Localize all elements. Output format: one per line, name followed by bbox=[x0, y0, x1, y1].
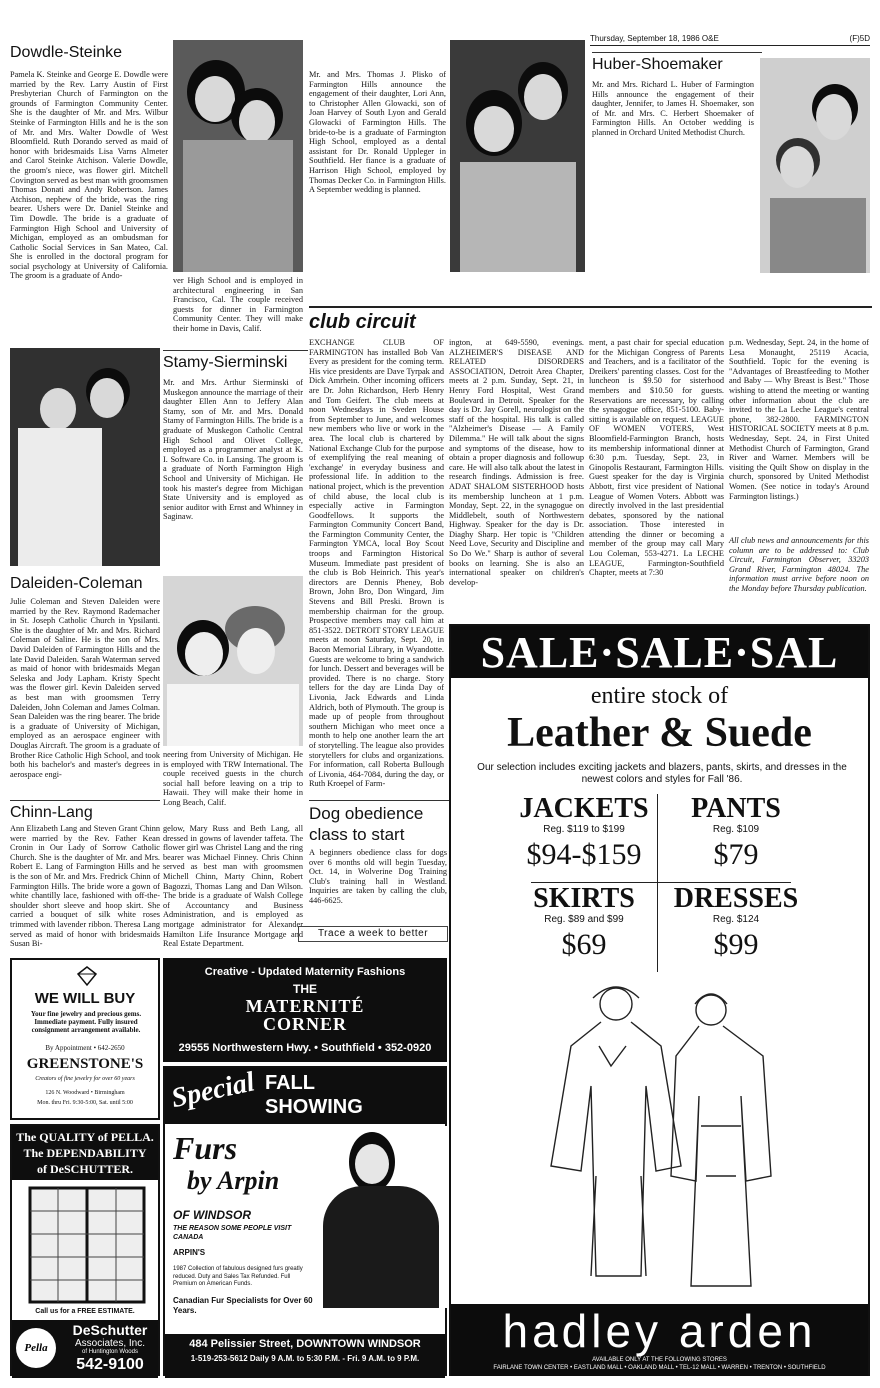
sale-ad bbox=[449, 624, 870, 1376]
furs-title: Furs bbox=[173, 1130, 238, 1166]
greenstone-sub: Your fine jewelry and precious gems. Immediate payment. Fully insured consignment arrangement available. bbox=[30, 1010, 142, 1034]
sale-item-dresses bbox=[661, 884, 811, 972]
maternity-the: THE bbox=[293, 982, 317, 996]
maternity-name-1: MATERNITÉ bbox=[245, 996, 365, 1016]
dresses-name: DRESSES bbox=[673, 883, 799, 914]
club-heading: club circuit bbox=[309, 311, 416, 333]
daleiden-photo bbox=[163, 576, 303, 746]
brand-bar bbox=[451, 1304, 868, 1376]
furs-special: Special bbox=[168, 1066, 258, 1115]
dresses-reg: Reg. $124 bbox=[712, 914, 760, 925]
sale-item-jackets bbox=[511, 794, 657, 882]
greenstone-headline: WE WILL BUY bbox=[34, 990, 136, 1007]
pella-line-3: of DeSCHUTTER. bbox=[36, 1162, 133, 1176]
jackets-name: JACKETS bbox=[519, 793, 649, 824]
pella-line-1: The QUALITY of PELLA. bbox=[16, 1130, 154, 1144]
gem-icon bbox=[77, 966, 97, 986]
huber-heading: Huber-Shoemaker bbox=[592, 52, 762, 74]
sale-banner: SALE·SALE·SAL bbox=[480, 628, 839, 677]
pella-name-3: of Huntington Woods bbox=[82, 1349, 138, 1355]
dowdle-photo bbox=[173, 40, 303, 272]
pants-price: $79 bbox=[713, 838, 759, 871]
furs-model-photo bbox=[315, 1126, 447, 1308]
greenstone-ad bbox=[10, 958, 160, 1120]
huber-photo-2 bbox=[760, 58, 870, 273]
furs-footer bbox=[165, 1334, 445, 1378]
pants-reg: Reg. $109 bbox=[712, 824, 760, 835]
furs-detail: 1987 Collection of fabulous designed furs greatly reduced. Duty and Sales Tax Refunded. Full Premium on American Funds. bbox=[173, 1266, 303, 1287]
huber-photo-1 bbox=[450, 40, 585, 272]
greenstone-hours: Mon. thru Fri. 9:30-5:00, Sat. until 5:00 bbox=[37, 1100, 133, 1106]
pella-footer bbox=[12, 1320, 158, 1378]
sale-desc: Our selection includes exciting jackets and blazers, pants, skirts, and dresses in the newest colors and styles for Fall '86. bbox=[477, 762, 847, 785]
dog-heading: Dog obedience class to start bbox=[309, 800, 449, 845]
sale-line-1: entire stock of bbox=[590, 683, 729, 709]
page-number: (F)5D bbox=[849, 34, 870, 43]
furs-by: by Arpin bbox=[187, 1166, 280, 1195]
dowdle-text-right: ver High School and is employed in architectural engineering in San Francisco, Cal. The couple received guests for dinner in Farmington Community Center. They will make their home in Davis, Calif. bbox=[173, 276, 303, 333]
chinn-text-left: Ann Elizabeth Lang and Steven Grant Chinn were married by the Rev. Father Kean Cronin in Our Lady of Sorrow Catholic Church. She is the daughter of Mr. and Mrs. Robert E. Lang of Farmington Hills and he is the son of Mr. and Mrs. Fredrick Chinn of Farmington Hills. The bride wore a gown of white chantilly lace, fashioned with off-the-shoulder short sleeve and hoop skirt. She carried a bouquet of silk white roses trimmed with lavender ribbon. Theresa Lang served as maid of honor with bridesmaids Susan Bi- bbox=[10, 824, 160, 949]
dowdle-text-left: Pamela K. Steinke and George E. Dowdle were married by the Rev. Larry Austin of First Presbyterian Church of Farmington on the grounds of Farmington Community Center. She is the daughter of Mr. and Mrs. Wilbur Steinke of Farmington Hills and he is the son of Mr. and Mrs. Walter Dowdle of West Bloomfield. Ruth Dorando served as maid of honor with bridesmaids Lisa Varns Almeter and Carol Steinke Atchison. Valerie Dowdle, the groom's niece, was flower girl. Mitchell Covington served as best man with groomsmen Thomas Donati and Andy Robertson. James Atchison, nephew of the bride, was the ring bearer. Ushers were Dr. Daniel Steinke and Tim Dowdle. The bride is a graduate of Farmington High School and University of Michigan, employed as an ombudsman for Catholic Social Services in San Mateo, Cal. She is enrolled in the doctoral program for social psychology at University of California. The groom is a graduate of Ando- bbox=[10, 70, 168, 281]
pella-line-2: The DEPENDABILITY bbox=[23, 1146, 147, 1160]
jackets-price: $94-$159 bbox=[526, 838, 642, 871]
dog-text: A beginners obedience class for dogs over 6 months old will begin Tuesday, Oct. 14, in Wolverine Dog Training Club's training hall in Westland. Inquiries are taken by calling the club, 446-6625. bbox=[309, 848, 447, 905]
furs-fall: FALL bbox=[265, 1072, 315, 1094]
pella-name-2: Associates, Inc. bbox=[74, 1338, 146, 1349]
stamy-heading: Stamy-Sierminski bbox=[163, 350, 308, 372]
greenstone-tag: Creators of fine jewelry for over 60 years bbox=[35, 1076, 135, 1082]
masthead-date: Thursday, September 18, 1986 O&E bbox=[590, 34, 719, 43]
stamy-photo bbox=[10, 348, 160, 566]
trace-banner bbox=[298, 926, 448, 942]
stamy-text: Mr. and Mrs. Arthur Sierminski of Muskegon announce the marriage of their daughter Ellen Ann to Jeffery Alan Stamy, son of Mr. and Mrs. Donald Stamy of Farmington Hills. The bride is a graduate of Muskegon Catholic Central High School and Olivet College, employed as a programmer analyst at K. I. Software Co. in Lansing. The groom is a graduate of North Farmington High School and University of Michigan. He took his master's degree from Michigan State University and is employed as senior auditor with Ernst and Whinney in Saginaw. bbox=[163, 378, 303, 522]
pella-phone: 542-9100 bbox=[76, 1356, 144, 1373]
pella-logo: Pella bbox=[24, 1342, 48, 1354]
club-col-2: ington, at 649-5590, evenings. ALZHEIMER'S DISEASE AND RELATED DISORDERS ASSOCIATION, Detroit Area Chapter, meets at 2 p.m. Sunday, Sept. 21, in Henry Ford Hospital, West Grand Boulevard in Detroit. Speaker for the day is Dr. Jay Gorell, neurologist on the staff of the hospital. His talk is called "Alzheimer's Disease — A Family Dilemma." He will talk about the signs and symptoms of the disease, how to obtain a proper diagnosis and followup care. He will also talk about the latest in research findings. Admission is free. ADAT SHALOM SISTERHOOD hosts its membership luncheon at 1 p.m. Monday, Sept. 22, in the synagogue on Middlebelt, south of Northwestern Highway. Speaker for the day is Dr. Diaghy Sharp. Her topic is "Children Need Love, Security and Discipline and So Do We." Sharp is author of several books on learning. She is also an international speaker on children's develop- bbox=[449, 338, 584, 587]
greenstone-addr: 126 N. Woodward • Birmingham bbox=[45, 1090, 125, 1096]
sale-item-pants bbox=[661, 794, 811, 882]
club-note: All club news and announcements for this column are to be addressed to: Club Circuit, Farmington Observer, 33203 Grand River, Farmington 48024. The information must arrive before noon on the Monday before Thursday publication. bbox=[729, 536, 869, 593]
stores-list: FAIRLANE TOWN CENTER • EASTLAND MALL • OAKLAND MALL • TEL-12 MALL • WARREN • TRENTON • SOUTHFIELD bbox=[493, 1365, 826, 1371]
daleiden-text-left: Julie Coleman and Steven Daleiden were married by the Rev. Raymond Rademacher in St. Joseph Catholic Church in Ypsilanti. She is the daughter of Mr. and Mrs. Richard Coleman of Saline. He is the son of Mrs. David Daleiden of Farmington Hills and the late David Daleiden. Sarah Waterman served as maid of honor with bridesmaids Megan Seleska and Jody Lapham. Kristy Specht was the flower girl. Kevin Daleiden served as best man with groomsmen Terry Daleiden, John Coleman and James Colman. Sean Daleiden was the ring bearer. The bride is a graduate of University of Michigan, employed as an aerospace engineer with Douglas Aircraft. The groom is a graduate of Brother Rice Catholic High School, and took both his bachelor's and master's degrees in aerospace engi- bbox=[10, 597, 160, 779]
sale-item-skirts bbox=[511, 884, 657, 972]
maternity-top: Creative - Updated Maternity Fashions bbox=[204, 966, 406, 978]
maternity-ad bbox=[163, 958, 447, 1062]
furs-address: 484 Pelissier Street, DOWNTOWN WINDSOR bbox=[189, 1338, 421, 1350]
pella-header bbox=[12, 1126, 158, 1180]
chinn-text-right: gelow, Mary Russ and Beth Lang, all dressed in gowns of lavender taffeta. The flower girl was Christel Lang and the ring bearer was Michael Finney. Chris Chinn served as best man with groomsmen Michell Chinn, Marty Chinn, Robert Bagozzi, Thomas Lang and Dan Wilson. The bride is a graduate of Walsh College of Accountancy and Business Administration, and is employed as mortgage administrator for Alexander Hamilton Life Insurance Mortgage and Real Estate Department. bbox=[163, 824, 303, 949]
maternity-address: 29555 Northwestern Hwy. • Southfield • 352-0920 bbox=[178, 1042, 432, 1054]
pants-name: PANTS bbox=[691, 793, 781, 824]
plisko-text: Mr. and Mrs. Thomas J. Plisko of Farmington Hills announce the engagement of their daughter, Lori Ann, to Christopher Allen Glowacki, son of Joan Harvey of South Lyon and Gerald Glowacki of Farmington Hills. The bride-to-be is a graduate of Farmington High School, employed as a dental assistant for Dr. Ronald Uppleger in Southfield. Her fiance is a graduate of Harrison High School, employed by Thomas Decker Co. in Farmington Hills. A September wedding is planned. bbox=[309, 70, 446, 195]
greenstone-appt: By Appointment • 642-2650 bbox=[45, 1044, 125, 1052]
masthead bbox=[590, 34, 870, 46]
dowdle-heading: Dowdle-Steinke bbox=[10, 44, 123, 61]
club-rule bbox=[309, 306, 872, 308]
furs-windsor: OF WINDSOR bbox=[173, 1208, 251, 1222]
pella-name-1: DeSchutter bbox=[72, 1322, 148, 1338]
fashion-illustration bbox=[511, 976, 811, 1301]
huber-text: Mr. and Mrs. Richard L. Huber of Farmington Hills announce the engagement of their daughter, Jennifer, to James H. Shoemaker, son of Mr. and Mrs. C. Herbert Shoemaker of Farmington Hills. An October wedding is planned in Orchard United Methodist Church. bbox=[592, 80, 754, 137]
jackets-reg: Reg. $119 to $199 bbox=[543, 824, 625, 835]
furs-arpins: ARPIN'S bbox=[173, 1248, 206, 1257]
furs-reason: THE REASON SOME PEOPLE VISIT CANADA bbox=[173, 1225, 292, 1241]
trace-text: Trace a week to better bbox=[317, 928, 429, 939]
pella-call: Call us for a FREE ESTIMATE. bbox=[35, 1308, 135, 1315]
greenstone-name: GREENSTONE'S bbox=[26, 1056, 144, 1072]
skirts-name: SKIRTS bbox=[533, 883, 635, 914]
dresses-price: $99 bbox=[713, 928, 759, 961]
pella-logo-badge bbox=[16, 1328, 56, 1368]
stores-title: AVAILABLE ONLY AT THE FOLLOWING STORES bbox=[592, 1357, 727, 1363]
daleiden-heading: Daleiden-Coleman bbox=[10, 575, 143, 592]
club-col-4: p.m. Wednesday, Sept. 24, in the home of Lesa Monaught, 25119 Acacia, Southfield. Topic for the evening is "Advantages of Breastfeeding to Mother and Baby — Why Breast is Best." Those wishing to attend the meeting or wanting other information about the club are invited to the La Leche League's central phone, 382-2800. FARMINGTON HISTORICAL SOCIETY meets at 8 p.m. Wednesday, Sept. 24, in First United Methodist Church of Farmington, Grand River and Warner. Members will be visiting the Quilt Show on display in the church, sponsored by United Methodist Women. (See notice in today's Around Farmington listings.) bbox=[729, 338, 869, 501]
chinn-heading: Chinn-Lang bbox=[10, 800, 160, 822]
window-icon bbox=[28, 1186, 146, 1304]
brand-name: hadley arden bbox=[502, 1305, 817, 1357]
maternity-name-2: CORNER bbox=[262, 1014, 347, 1034]
furs-ad bbox=[163, 1066, 447, 1376]
skirts-price: $69 bbox=[561, 928, 607, 961]
club-col-1: EXCHANGE CLUB OF FARMINGTON has installed Bob Van Every as president for the coming term. His vice presidents are Dave Tyrpak and Dick Amrhein. Other incoming officers are Dr. John Richardson, Herb Henry and Tom Geifert. The club meets at noon Wednesdays in Sveden House from September to June, and welcomes new members who live or work in the area. The local club is chartered by National Exchange Club for the purpose of exemplifying the real meaning of 'exchange' in everyday business and professional life. In addition to the national project, which is the prevention of child abuse, the local club is especially active in Farmington Goodfellows. It supports the Farmington Community Concert Band, the Farmington Community Center, the Farmington YMCA, local Boy Scout troops and Farmington Historical Museum. Immediate past president of the club is Bob Heinrich. This year's directors are Dennis Pheney, Bob Brown, John Bro, Don Wingard, Jim Stevens and Bill Preski. Brown is membership chairman for the group. Prospective members may call him at 851-3522. DETROIT STORY LEAGUE meets at noon Saturday, Sept. 20, in Bacon Memorial Library, in Wyandotte. Guests are welcome to bring a sandwich for lunch. Dessert and beverages will be provided. There is no charge. Story tellers for the day are Linda Day of Livonia, Jack Edwards and Linda Aldrich, both of Plymouth. The group is made up of people from throughout southern Michigan who meet once a month to help one another learn the art of storytelling. The league also provides storytellers for clubs and organizations. For information, call Roberta Bullough of Livonia, 464-7084, during the day, or Ruth Kroepel of Farm- bbox=[309, 338, 444, 789]
furs-hours: 1-519-253-5612 Daily 9 A.M. to 5:30 P.M. - Fri. 9 A.M. to 9 P.M. bbox=[190, 1354, 420, 1363]
furs-canadian: Canadian Fur Specialists for Over 60 Years. bbox=[173, 1296, 313, 1315]
daleiden-text-right: neering from University of Michigan. He is employed with TRW International. The couple received guests in the church social hall before leaving on a trip to Hawaii. They will make their home in Long Beach, Calif. bbox=[163, 750, 303, 807]
skirts-reg: Reg. $89 and $99 bbox=[544, 914, 624, 925]
furs-showing: SHOWING bbox=[265, 1096, 363, 1118]
sale-grid-vline bbox=[657, 794, 658, 972]
sale-line-2: Leather & Suede bbox=[507, 710, 812, 756]
club-col-3: ment, a past chair for special education for the Michigan Congress of Parents and Teachers, and is a facilitator of the Dreikers' parenting classes. Cost for the luncheon is $9.50 for sisterhood members and $10.50 for guests. Reservations are necessary, by calling the synagogue office, 851-5100. Baby-sitting is available on request. LEAGUE OF WOMEN VOTERS, West Bloomfield-Farmington Branch, hosts its membership informational dinner at 6:30 p.m. Tuesday, Sept. 23, in Ginopolis Restaurant, Farmington Hills. Guest speaker for the day is Virginia Abbott, first vice president of National League of Women Voters. Abbott was directly involved in the last presidential debates, sponsored by the national association. Those interested in attending the dinner or becoming a member of the group may call Mary Lou Coleman, 553-4271. La LECHE LEAGUE, Farmington-Southfield Chapter, meets at 7:30 bbox=[589, 338, 724, 578]
pella-ad bbox=[10, 1124, 160, 1376]
